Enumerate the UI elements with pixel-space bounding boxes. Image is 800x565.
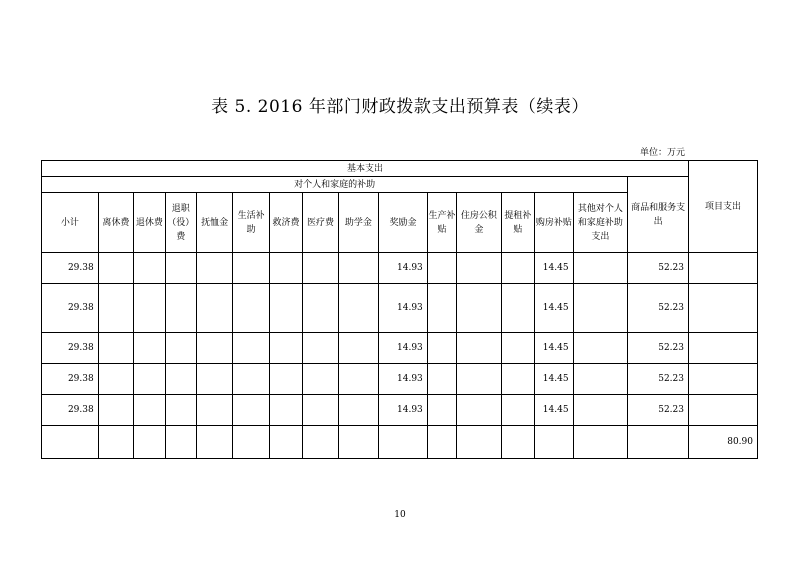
budget-table	[41, 160, 758, 459]
cell-housing-subsidy: 14.45	[535, 395, 573, 426]
cell-goods-services: 52.23	[628, 284, 689, 333]
table-row	[42, 364, 758, 395]
cell-subtotal: 29.38	[42, 364, 99, 395]
col-header: 离休费	[98, 193, 133, 253]
col-header: 其他对个人和家庭补助支出	[573, 193, 628, 253]
col-header: 奖励金	[379, 193, 428, 253]
col-header: 助学金	[338, 193, 379, 253]
col-header: 住房公积金	[457, 193, 502, 253]
col-header: 退休费	[134, 193, 165, 253]
col-header: 救济费	[269, 193, 302, 253]
cell-housing-subsidy: 14.45	[535, 253, 573, 284]
table-row	[42, 253, 758, 284]
table-row	[42, 395, 758, 426]
cell-housing-subsidy: 14.45	[535, 333, 573, 364]
cell-subtotal: 29.38	[42, 333, 99, 364]
table-row	[42, 284, 758, 333]
cell-award: 14.93	[379, 333, 428, 364]
cell-housing-subsidy: 14.45	[535, 284, 573, 333]
header-goods-services: 商品和服务支出	[628, 177, 689, 253]
cell-subtotal: 29.38	[42, 395, 99, 426]
cell-housing-subsidy: 14.45	[535, 364, 573, 395]
col-header: 退职（役）费	[165, 193, 196, 253]
cell-goods-services: 52.23	[628, 333, 689, 364]
col-header: 小计	[42, 193, 99, 253]
col-header: 医疗费	[303, 193, 338, 253]
table-row	[42, 426, 758, 459]
cell-project-total: 80.90	[689, 426, 758, 459]
cell-award: 14.93	[379, 395, 428, 426]
table-row	[42, 333, 758, 364]
col-header: 生活补助	[233, 193, 269, 253]
cell-subtotal: 29.38	[42, 284, 99, 333]
header-personal-family-subsidy: 对个人和家庭的补助	[42, 177, 628, 193]
cell-award: 14.93	[379, 284, 428, 333]
cell-award: 14.93	[379, 253, 428, 284]
col-header: 抚恤金	[196, 193, 232, 253]
header-basic-expenditure: 基本支出	[42, 161, 689, 177]
cell-goods-services: 52.23	[628, 253, 689, 284]
cell-goods-services: 52.23	[628, 364, 689, 395]
col-header: 提租补贴	[501, 193, 534, 253]
header-project-expenditure: 项目支出	[689, 161, 758, 253]
page-number: 10	[394, 510, 406, 520]
cell-goods-services: 52.23	[628, 395, 689, 426]
col-header: 购房补贴	[535, 193, 573, 253]
page-title: 表 5. 2016 年部门财政拨款支出预算表（续表）	[211, 97, 589, 117]
cell-award: 14.93	[379, 364, 428, 395]
cell-subtotal: 29.38	[42, 253, 99, 284]
col-header: 生产补贴	[427, 193, 456, 253]
unit-label: 单位：万元	[640, 148, 686, 158]
